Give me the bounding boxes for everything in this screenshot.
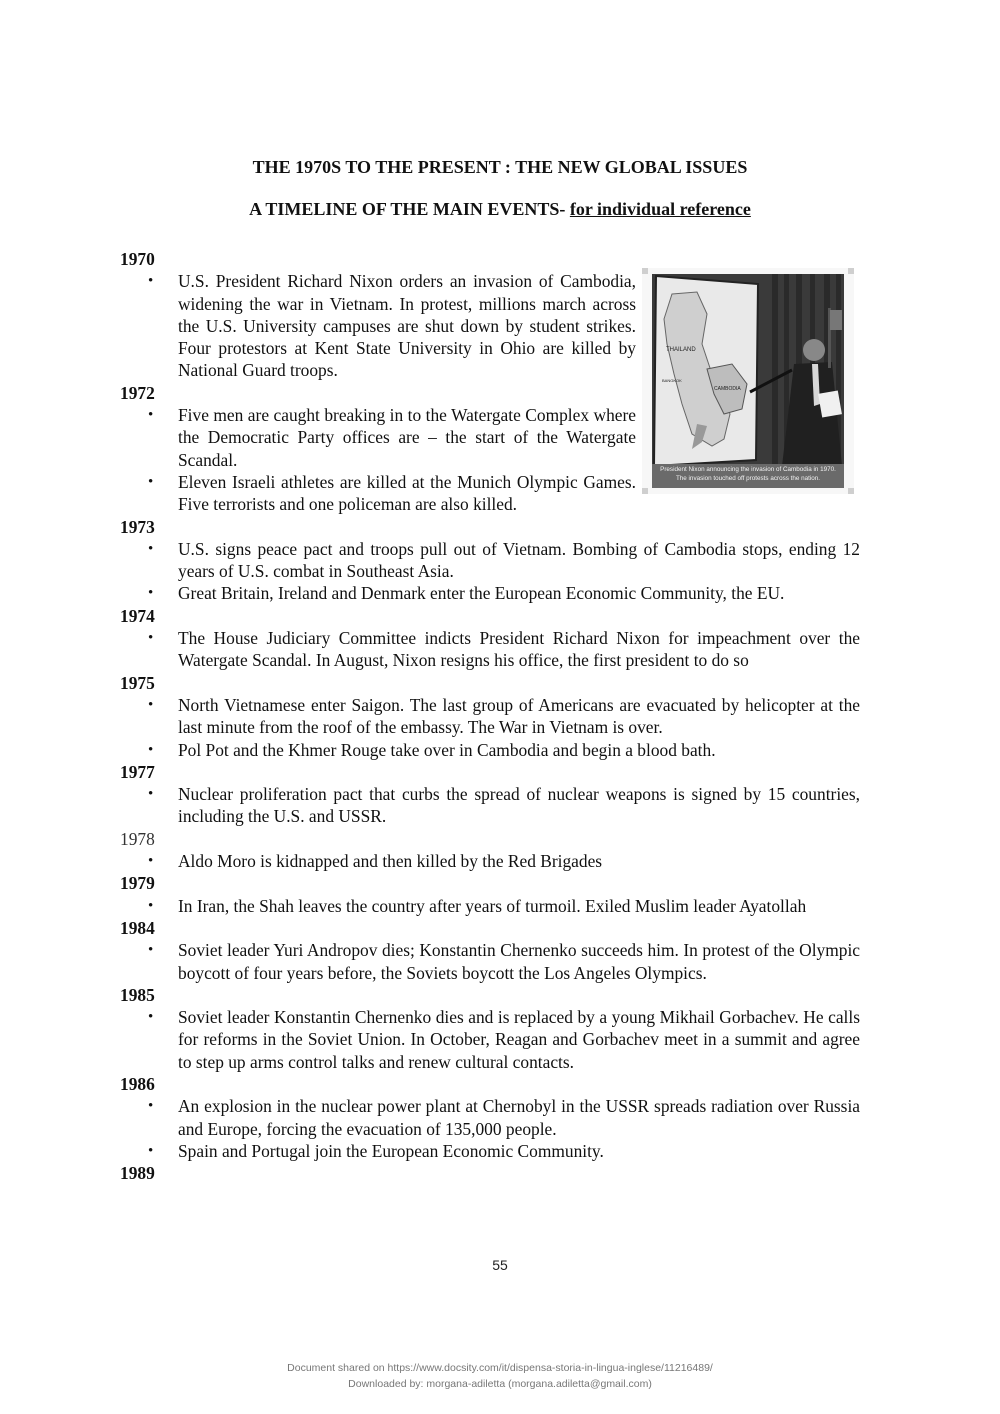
caption-line: The invasion touched off protests across the nation.: [675, 474, 821, 482]
year-heading: 1973: [120, 516, 155, 537]
event-item: • The House Judiciary Committee indicts President Richard Nixon for impeachment over the Watergate Scandal. In August, Nixon resigns his office, the first president to do so: [120, 627, 860, 672]
event-list: [120, 627, 860, 672]
year-heading: 1989: [120, 1163, 155, 1184]
subtitle-underlined: for individual reference: [569, 199, 751, 219]
event-list: [120, 538, 860, 605]
year-heading: 1979: [120, 873, 155, 894]
year-heading: 1970: [120, 249, 155, 269]
event-list: [120, 1095, 860, 1162]
year-heading: 1977: [120, 761, 155, 782]
page-subtitle: [0, 199, 1000, 220]
map-label-cambodia: CAMBODIA: [714, 386, 741, 392]
timeline: [120, 248, 860, 1184]
event-list: [120, 270, 860, 381]
event-list: [120, 850, 860, 872]
caption-line: President Nixon announcing the invasion of Cambodia in 1970.: [660, 466, 836, 473]
map-label-thailand: THAILAND: [666, 347, 696, 353]
event-list: [120, 1006, 860, 1073]
event-list: [120, 404, 860, 515]
year-heading: 1975: [120, 672, 155, 693]
event-item: • Nuclear proliferation pact that curbs the spread of nuclear weapons is signed by 15 countries, including the U.S. and USSR.: [120, 783, 860, 828]
footer-source-link[interactable]: Document shared on https://www.docsity.com/it/dispensa-storia-in-lingua-inglese/11216489/: [287, 1362, 713, 1374]
year-heading: 1972: [120, 382, 155, 403]
event-item: • North Vietnamese enter Saigon. The last group of Americans are evacuated by helicopter at the last minute from the roof of the embassy. The War in Vietnam is over.: [120, 694, 860, 739]
page-number: 55: [492, 1257, 508, 1273]
event-item: • Eleven Israeli athletes are killed at the Munich Olympic Games. Five terrorists and one policeman are also killed.: [120, 471, 636, 516]
event-item: • Soviet leader Yuri Andropov dies; Konstantin Chernenko succeeds him. In protest of the Olympic boycott of four years before, the Soviets boycott the Los Angeles Olympics.: [120, 939, 860, 984]
event-item: • Pol Pot and the Khmer Rouge take over in Cambodia and begin a blood bath.: [120, 739, 860, 761]
footer-download-info: Downloaded by: morgana-adiletta (morgana.adiletta@gmail.com): [348, 1378, 652, 1390]
event-item: • Aldo Moro is kidnapped and then killed by the Red Brigades: [120, 850, 860, 872]
year-heading: 1985: [120, 984, 155, 1005]
event-item: • Five men are caught breaking in to the Watergate Complex where the Democratic Party offices are – the start of the Watergate Scandal.: [120, 404, 636, 471]
event-item: • Soviet leader Konstantin Chernenko dies and is replaced by a young Mikhail Gorbachev. He calls for reforms in the Soviet Union. In October, Reagan and Gorbachev meet in a summit and agree to step up arms control talks and renew cultural contacts.: [120, 1006, 860, 1073]
year-heading: 1974: [120, 605, 155, 626]
event-item: • Great Britain, Ireland and Denmark enter the European Economic Community, the EU.: [120, 582, 860, 604]
event-list: [120, 694, 860, 761]
event-item: • U.S. President Richard Nixon orders an invasion of Cambodia, widening the war in Vietnam. In protest, millions march across the U.S. University campuses are shut down by student strikes. Four protestors at Kent State University in Ohio are killed by National Guard troops.: [120, 270, 636, 381]
page-title: THE 1970S TO THE PRESENT : THE NEW GLOBAL ISSUES: [252, 157, 748, 177]
map-label-bangkok: BANGKOK: [662, 378, 682, 383]
subtitle-prefix: A TIMELINE OF THE MAIN EVENTS-: [249, 199, 566, 219]
year-heading: 1978: [120, 828, 155, 849]
event-item: • Spain and Portugal join the European Economic Community.: [120, 1140, 860, 1162]
event-list: [120, 783, 860, 828]
event-item: • U.S. signs peace pact and troops pull out of Vietnam. Bombing of Cambodia stops, ending 12 years of U.S. combat in Southeast Asia.: [120, 538, 860, 583]
event-item: • In Iran, the Shah leaves the country after years of turmoil. Exiled Muslim leader Ayatollah: [120, 895, 860, 917]
event-list: [120, 939, 860, 984]
year-heading: 1984: [120, 917, 155, 938]
event-list: [120, 895, 860, 917]
year-heading: 1986: [120, 1073, 155, 1094]
event-item: • An explosion in the nuclear power plant at Chernobyl in the USSR spreads radiation over Russia and Europe, forcing the evacuation of 135,000 people.: [120, 1095, 860, 1140]
